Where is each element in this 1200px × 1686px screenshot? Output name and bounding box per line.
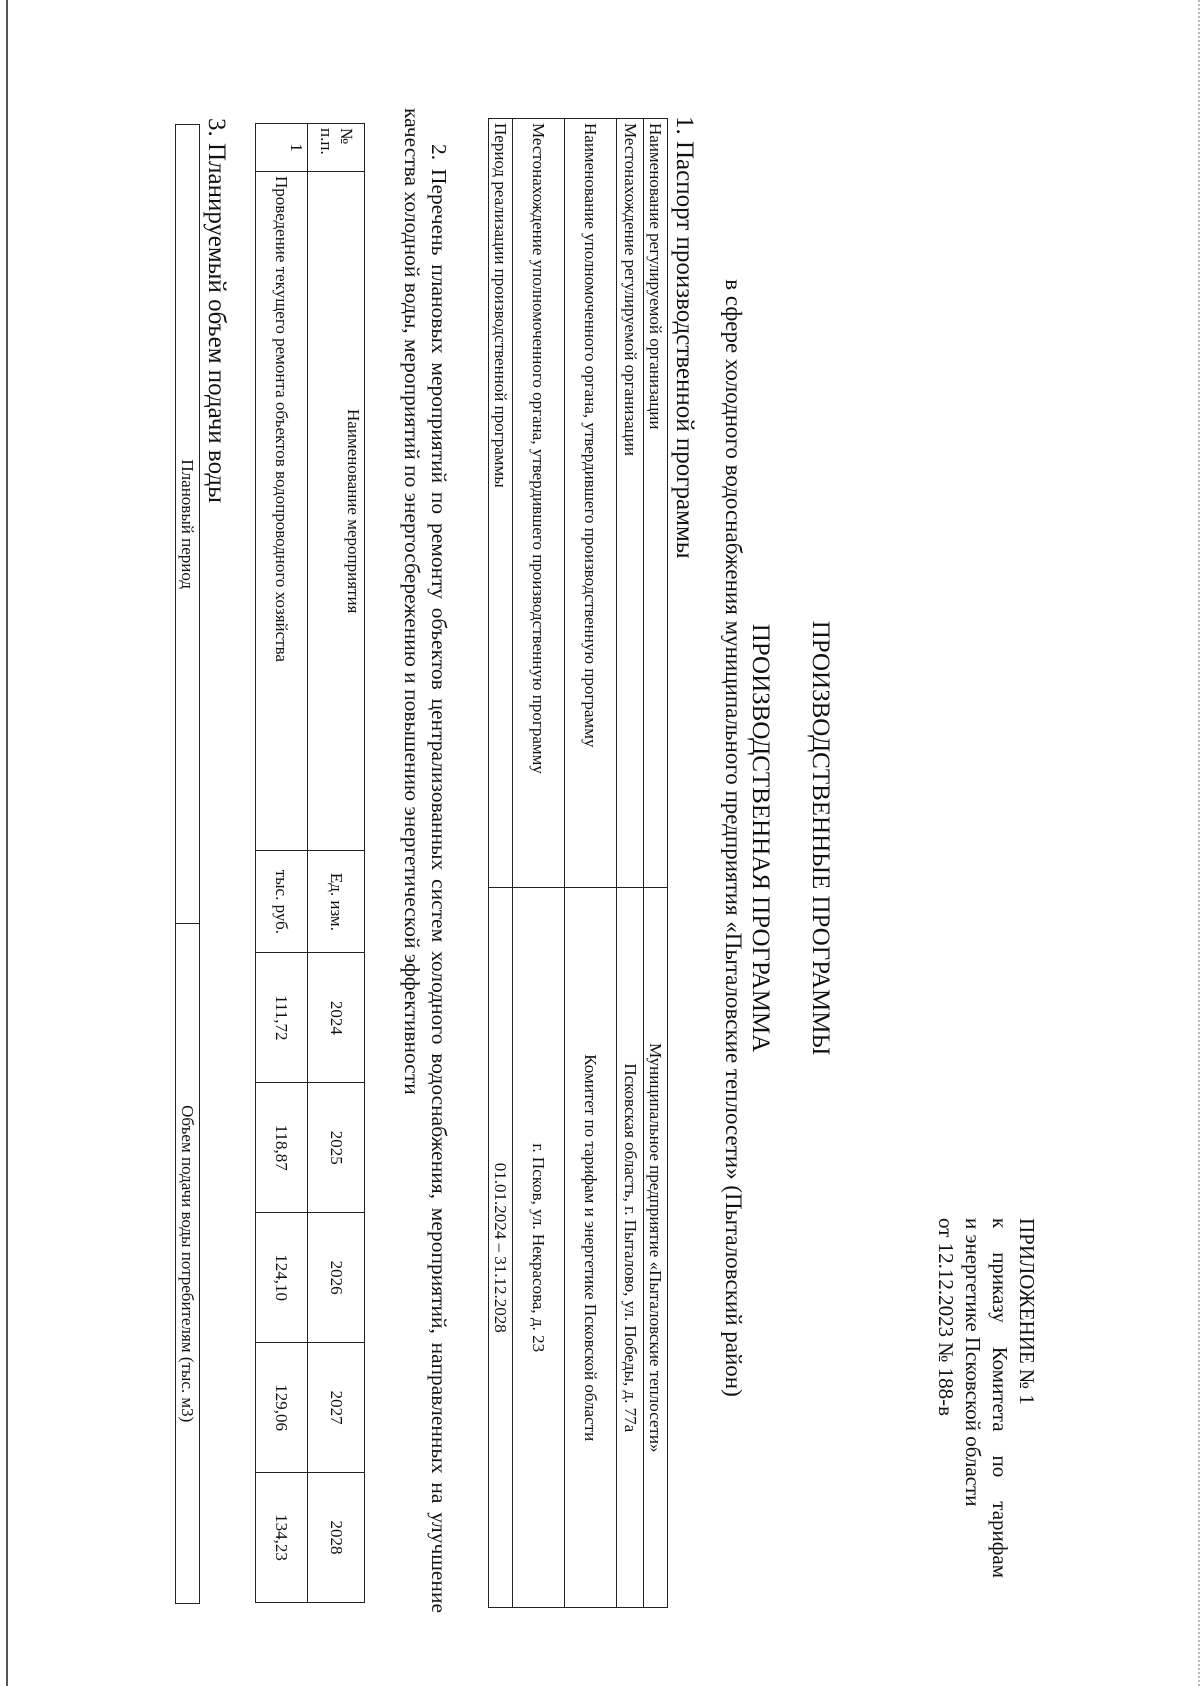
passport-value: Муниципальное предприятие «Пыталовские теплосети»	[644, 888, 668, 1608]
passport-label: Местонахождение уполномоченного органа, утвердившего производственную программу	[513, 119, 565, 888]
row-name: Проведение текущего ремонта объектов водопроводного хозяйства	[256, 171, 308, 850]
header-year: 2024	[308, 953, 365, 1083]
row-value: 118,87	[256, 1083, 308, 1213]
header-year: 2027	[308, 1343, 365, 1473]
section3-title: 3. Планируемый объем подачи воды	[203, 118, 230, 503]
main-heading: ПРОИЗВОДСТВЕННЫЕ ПРОГРАММЫ	[807, 620, 834, 1056]
header-volume: Объем подачи воды потребителям (тыс. м3)	[176, 924, 200, 1604]
annex-block	[932, 1218, 1040, 1578]
table-row	[256, 124, 308, 1603]
section2-title: 2. Перечень плановых мероприятий по ремонту объектов централизованных систем холодного водоснабжения, мероприятий, направленных на улучшение качества холодной воды, мероприятий по энергосбережению и повышению энергетической эффективности	[400, 108, 451, 1613]
row-value: 124,10	[256, 1213, 308, 1343]
supply-table	[175, 124, 200, 1604]
header-year: 2026	[308, 1213, 365, 1343]
passport-value: 01.01.2024 – 31.12.2028	[489, 888, 513, 1608]
passport-table	[488, 118, 668, 1608]
passport-value: Псковская область, г. Пыталово, ул. Победы, д. 77а	[617, 888, 644, 1608]
header-year: 2028	[308, 1473, 365, 1603]
annex-line-3: от 12.12.2023 № 188-в	[934, 1218, 958, 1417]
annex-title: ПРИЛОЖЕНИЕ № 1	[1015, 1218, 1039, 1405]
section1-title: 1. Паспорт производственной программы	[671, 116, 698, 559]
annex-word: к	[988, 1218, 1012, 1229]
passport-label: Наименование уполномоченного органа, утвердившего производственную программу	[565, 119, 617, 888]
row-value: 129,06	[256, 1343, 308, 1473]
table-row	[617, 119, 644, 1608]
annex-word: Комитета	[988, 1346, 1012, 1432]
header-name: Наименование мероприятия	[308, 171, 365, 850]
table-row	[644, 119, 668, 1608]
header-year: 2025	[308, 1083, 365, 1213]
scan-left-edge	[6, 0, 8, 1686]
table-row	[513, 119, 565, 1608]
header-num: № п.п.	[308, 124, 365, 172]
passport-label: Местонахождение регулируемой организации	[617, 119, 644, 888]
measures-table	[255, 123, 365, 1603]
program-subtitle: в сфере холодного водоснабжения муниципального предприятия «Пыталовские теплосети» (Пыталовский район)	[721, 279, 746, 1397]
annex-line-1	[986, 1218, 1013, 1578]
annex-word: приказу	[988, 1252, 1012, 1323]
annex-word: тарифам	[988, 1501, 1012, 1578]
program-title: ПРОИЗВОДСТВЕННАЯ ПРОГРАММА	[747, 623, 774, 1053]
table-row	[489, 119, 513, 1608]
table-row	[565, 119, 617, 1608]
passport-label: Период реализации производственной программы	[489, 119, 513, 888]
table-header-row	[176, 125, 200, 1604]
row-value: 134,23	[256, 1473, 308, 1603]
header-unit: Ед. изм.	[308, 851, 365, 953]
annex-line-2: и энергетике Псковской области	[961, 1218, 985, 1507]
passport-value: г. Псков, ул. Некрасова, д. 23	[513, 888, 565, 1608]
annex-word: по	[988, 1455, 1012, 1478]
rotated-document	[70, 28, 1200, 1648]
row-unit: тыс. руб.	[256, 851, 308, 953]
header-period: Плановый период	[176, 125, 200, 924]
table-header-row	[308, 124, 365, 1603]
passport-value: Комитет по тарифам и энергетике Псковской области	[565, 888, 617, 1608]
row-value: 111,72	[256, 953, 308, 1083]
passport-label: Наименование регулируемой организации	[644, 119, 668, 888]
row-num: 1	[256, 124, 308, 172]
